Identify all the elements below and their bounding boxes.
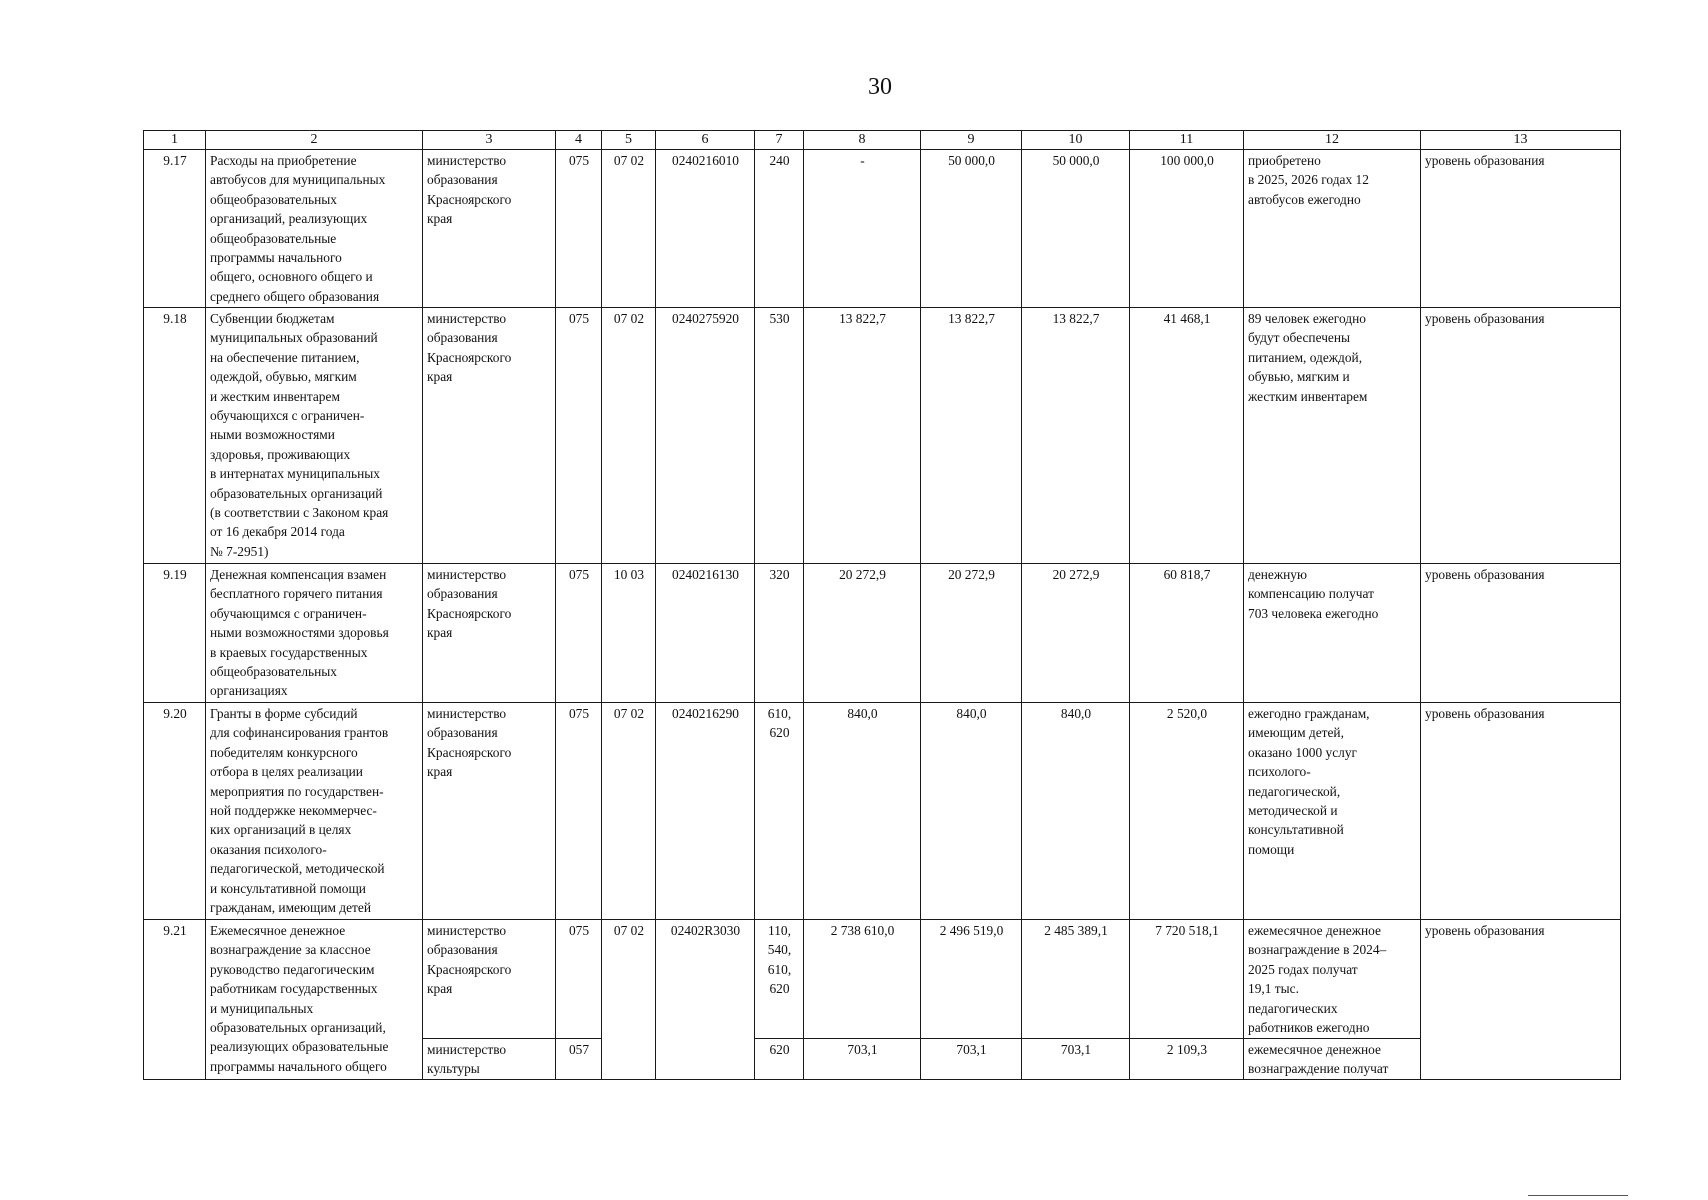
amount-year-2: 50 000,0 <box>921 150 1022 308</box>
grbs-code: 075 <box>556 703 602 920</box>
amount-year-3: 2 485 389,1 <box>1022 920 1130 1039</box>
amount-year-1: 20 272,9 <box>804 564 921 703</box>
column-header-10: 10 <box>1022 131 1130 150</box>
amount-total: 2 109,3 <box>1130 1039 1244 1080</box>
column-header-2: 2 <box>206 131 423 150</box>
responsible-ministry: министерство образования Красноярского края <box>423 703 556 920</box>
amount-year-2: 13 822,7 <box>921 308 1022 564</box>
implementation-level: уровень образования <box>1421 564 1621 703</box>
amount-year-3: 50 000,0 <box>1022 150 1130 308</box>
target-article-code: 0240216130 <box>656 564 755 703</box>
column-header-3: 3 <box>423 131 556 150</box>
amount-total: 60 818,7 <box>1130 564 1244 703</box>
amount-year-2: 703,1 <box>921 1039 1022 1080</box>
expected-result: денежную компенсацию получат 703 человека ежегодно <box>1244 564 1421 703</box>
expected-result: ежемесячное денежное вознаграждение получат <box>1244 1039 1421 1080</box>
column-header-11: 11 <box>1130 131 1244 150</box>
column-header-13: 13 <box>1421 131 1621 150</box>
activity-name: Денежная компенсация взамен бесплатного горячего питания обучающимся с ограничен- ными возможностями здоровья в краевых государственных общеобразовательных организациях <box>206 564 423 703</box>
row-number: 9.18 <box>144 308 206 564</box>
section-code: 10 03 <box>602 564 656 703</box>
responsible-ministry: министерство культуры <box>423 1039 556 1080</box>
section-code: 07 02 <box>602 150 656 308</box>
amount-year-2: 20 272,9 <box>921 564 1022 703</box>
row-number: 9.20 <box>144 703 206 920</box>
expected-result: приобретено в 2025, 2026 годах 12 автобусов ежегодно <box>1244 150 1421 308</box>
target-article-code: 0240216290 <box>656 703 755 920</box>
grbs-code: 075 <box>556 150 602 308</box>
responsible-ministry: министерство образования Красноярского края <box>423 308 556 564</box>
grbs-code: 057 <box>556 1039 602 1080</box>
expected-result: ежемесячное денежное вознаграждение в 2024– 2025 годах получат 19,1 тыс. педагогических работников ежегодно <box>1244 920 1421 1039</box>
column-header-4: 4 <box>556 131 602 150</box>
amount-year-3: 13 822,7 <box>1022 308 1130 564</box>
page-number: 30 <box>868 74 892 100</box>
amount-total: 100 000,0 <box>1130 150 1244 308</box>
column-header-9: 9 <box>921 131 1022 150</box>
amount-year-2: 2 496 519,0 <box>921 920 1022 1039</box>
amount-year-3: 20 272,9 <box>1022 564 1130 703</box>
responsible-ministry: министерство образования Красноярского края <box>423 920 556 1039</box>
table-row <box>144 564 1621 703</box>
column-header-5: 5 <box>602 131 656 150</box>
amount-year-3: 840,0 <box>1022 703 1130 920</box>
grbs-code: 075 <box>556 564 602 703</box>
amount-total: 7 720 518,1 <box>1130 920 1244 1039</box>
column-number-row <box>144 131 1621 150</box>
implementation-level: уровень образования <box>1421 308 1621 564</box>
expense-type-code: 530 <box>755 308 804 564</box>
responsible-ministry: министерство образования Красноярского края <box>423 150 556 308</box>
implementation-level: уровень образования <box>1421 150 1621 308</box>
amount-year-1: - <box>804 150 921 308</box>
column-header-1: 1 <box>144 131 206 150</box>
amount-year-3: 703,1 <box>1022 1039 1130 1080</box>
amount-year-1: 840,0 <box>804 703 921 920</box>
row-number: 9.17 <box>144 150 206 308</box>
amount-year-1: 703,1 <box>804 1039 921 1080</box>
target-article-code: 0240216010 <box>656 150 755 308</box>
table-row <box>144 920 1621 1039</box>
program-activities-table <box>143 130 1621 1080</box>
expense-type-code: 620 <box>755 1039 804 1080</box>
amount-total: 2 520,0 <box>1130 703 1244 920</box>
expense-type-code: 110, 540, 610, 620 <box>755 920 804 1039</box>
activity-name: Ежемесячное денежное вознаграждение за классное руководство педагогическим работникам государственных и муниципальных образовательных организаций, реализующих образовательные программы начального общего <box>206 920 423 1080</box>
activity-name: Расходы на приобретение автобусов для муниципальных общеобразовательных организаций, реализующих общеобразовательные программы начального общего, основного общего и среднего общего образования <box>206 150 423 308</box>
activity-name: Гранты в форме субсидий для софинансирования грантов победителям конкурсного отбора в целях реализации мероприятия по государствен- ной поддержке некоммерчес- ких организаций в целях оказания психолого- педагогической, методической и консультативной помощи гражданам, имеющим детей <box>206 703 423 920</box>
column-header-6: 6 <box>656 131 755 150</box>
expected-result: 89 человек ежегодно будут обеспечены питанием, одеждой, обувью, мягким и жестким инвентарем <box>1244 308 1421 564</box>
column-header-7: 7 <box>755 131 804 150</box>
table-row <box>144 308 1621 564</box>
row-number: 9.21 <box>144 920 206 1080</box>
responsible-ministry: министерство образования Красноярского края <box>423 564 556 703</box>
amount-year-1: 2 738 610,0 <box>804 920 921 1039</box>
activity-name: Субвенции бюджетам муниципальных образований на обеспечение питанием, одеждой, обувью, мягким и жестким инвентарем обучающихся с ограничен- ными возможностями здоровья, проживающих в интернатах муниципальных образовательных организаций (в соответствии с Законом края от 16 декабря 2014 года № 7-2951) <box>206 308 423 564</box>
row-number: 9.19 <box>144 564 206 703</box>
column-header-12: 12 <box>1244 131 1421 150</box>
section-code: 07 02 <box>602 308 656 564</box>
table-row <box>144 703 1621 920</box>
expense-type-code: 240 <box>755 150 804 308</box>
expense-type-code: 320 <box>755 564 804 703</box>
amount-year-2: 840,0 <box>921 703 1022 920</box>
implementation-level: уровень образования <box>1421 703 1621 920</box>
scan-edge-line <box>1528 1195 1628 1196</box>
amount-total: 41 468,1 <box>1130 308 1244 564</box>
target-article-code: 02402R3030 <box>656 920 755 1080</box>
expected-result: ежегодно гражданам, имеющим детей, оказано 1000 услуг психолого- педагогической, методической и консультативной помощи <box>1244 703 1421 920</box>
grbs-code: 075 <box>556 920 602 1039</box>
section-code: 07 02 <box>602 920 656 1080</box>
implementation-level: уровень образования <box>1421 920 1621 1080</box>
grbs-code: 075 <box>556 308 602 564</box>
column-header-8: 8 <box>804 131 921 150</box>
target-article-code: 0240275920 <box>656 308 755 564</box>
section-code: 07 02 <box>602 703 656 920</box>
expense-type-code: 610, 620 <box>755 703 804 920</box>
amount-year-1: 13 822,7 <box>804 308 921 564</box>
table-row <box>144 150 1621 308</box>
